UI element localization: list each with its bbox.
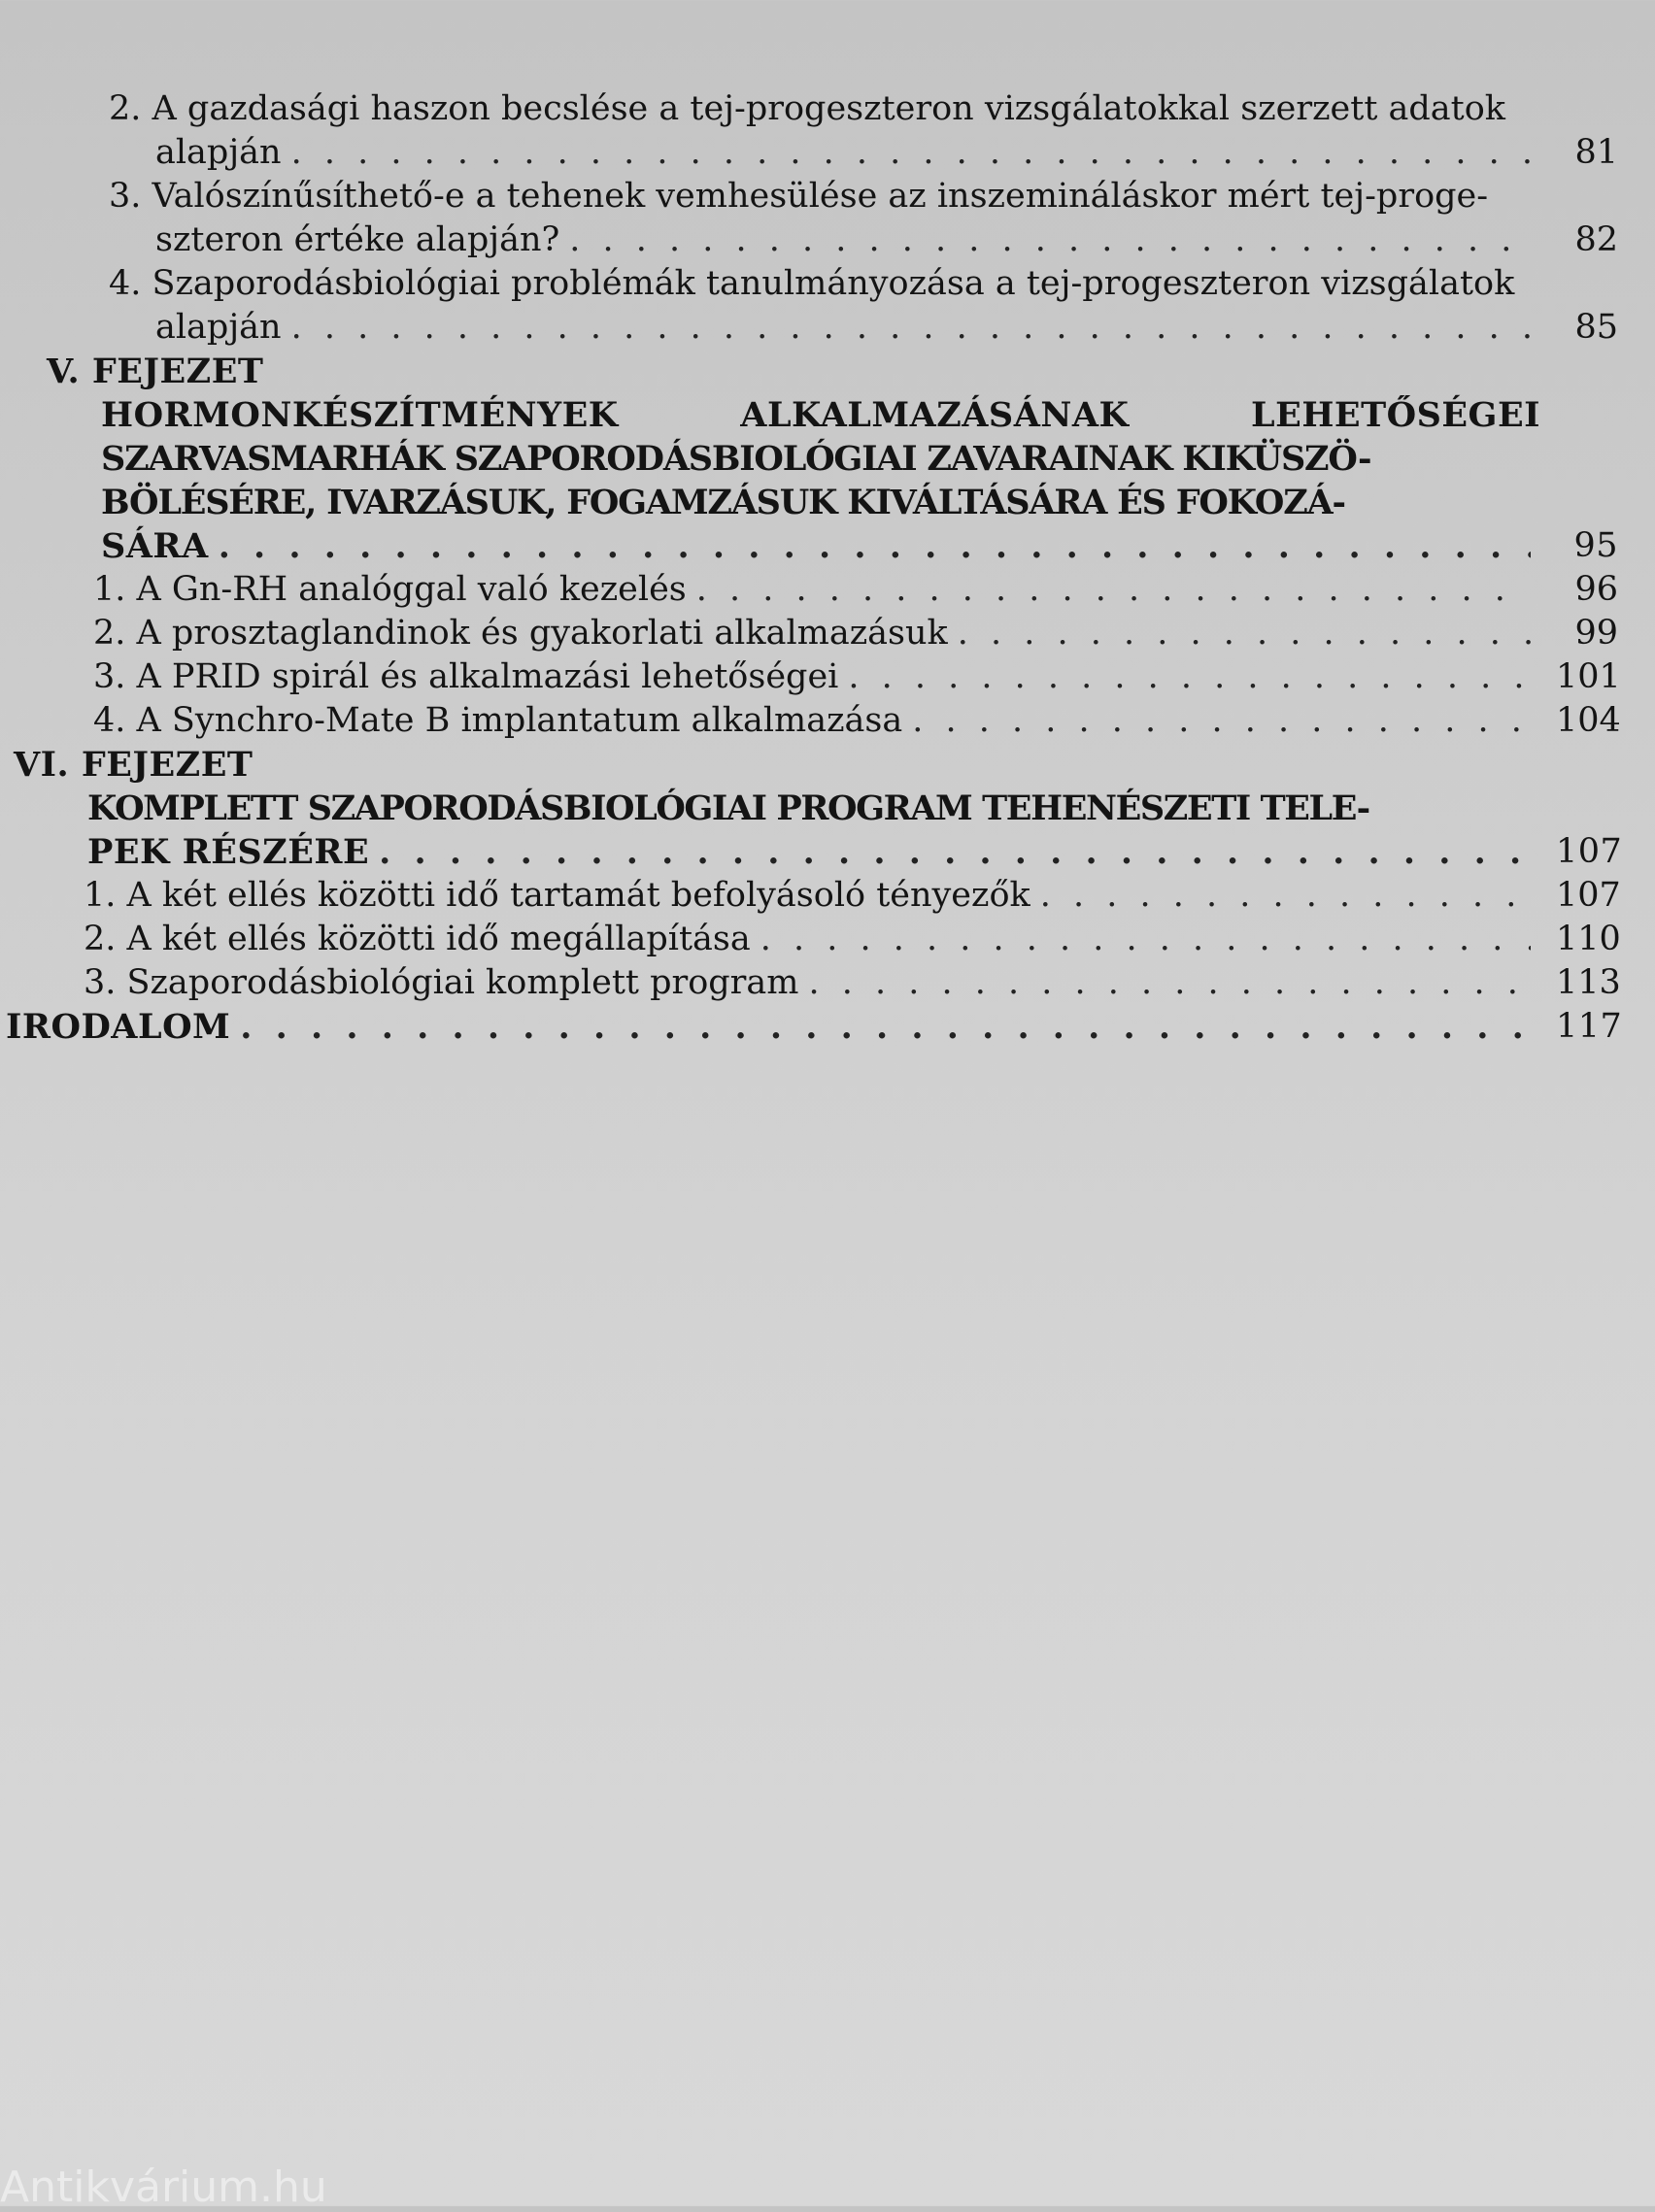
page-number: 110 (1556, 920, 1621, 958)
dot-leader (958, 612, 1531, 655)
title-word: ALKALMAZÁSÁNAK (740, 395, 1130, 435)
toc-entry-6-3 (0, 961, 1621, 1005)
page-number: 85 (1574, 308, 1618, 347)
toc-entry-text: 4. Szaporodásbiológiai problémák tanulmányozása a tej-progeszteron vizsgálatok (109, 264, 1515, 303)
toc-entry-5-1 (0, 568, 1618, 612)
toc-entry-4-2-line2 (0, 131, 1618, 175)
toc-entry-text: 2. A prosztaglandinok és gyakorlati alkalmazásuk (93, 614, 948, 653)
page-number: 95 (1573, 526, 1618, 565)
dot-leader (912, 699, 1531, 743)
toc-entry-4-3-line1 (0, 175, 1655, 218)
toc-entry-text: 1. A Gn-RH analóggal való kezelés (93, 570, 687, 609)
page-number: 101 (1556, 657, 1621, 696)
dot-leader (291, 131, 1531, 175)
chapter-6-label: VI. FEJEZET (14, 745, 253, 785)
dot-leader (219, 524, 1531, 568)
title-word: LEHETŐSÉGEI (1251, 395, 1540, 435)
toc-entry-4-4-line2 (0, 306, 1618, 350)
toc-entry-text: 2. A gazdasági haszon becslése a tej-progeszteron vizsgálatokkal szerzett adatok (109, 89, 1505, 128)
toc-entry-text: szteron értéke alapján? (155, 220, 560, 259)
toc-entry-4-4-line1 (0, 262, 1655, 306)
toc-entry-text: 3. Szaporodásbiológiai komplett program (84, 963, 799, 1002)
page-number: 81 (1574, 133, 1618, 172)
toc-entry-6-2 (0, 918, 1621, 961)
toc-entry-text: 4. A Synchro-Mate B implantatum alkalmazása (93, 701, 903, 740)
page-number: 107 (1556, 876, 1621, 915)
chapter-5-label: V. FEJEZET (47, 352, 264, 391)
page-number: 117 (1556, 1007, 1623, 1046)
chapter-6-title-line2: PEK RÉSZÉRE . . . 107 (0, 830, 1540, 874)
dot-leader (1040, 874, 1531, 918)
chapter-6-title-line1: KOMPLETT SZAPORODÁSBIOLÓGIAI PROGRAM TEHENÉSZETI TELE- (87, 788, 1369, 828)
page-number: 99 (1574, 614, 1618, 653)
toc-entry-text: 2. A két ellés közötti idő megállapítása (84, 920, 751, 958)
toc-entry-5-4 (0, 699, 1621, 743)
title-word: HORMONKÉSZÍTMÉNYEK (101, 395, 619, 435)
watermark-text: Antikvárium.hu (0, 2162, 327, 2212)
page-number: 82 (1574, 220, 1618, 259)
page-number: 104 (1556, 701, 1621, 740)
table-of-contents (0, 87, 1655, 1049)
dot-leader (808, 961, 1531, 1005)
dot-leader (696, 568, 1531, 612)
chapter-5-title-line4: SÁRA . . . 95 (0, 524, 1540, 568)
page-number: 113 (1556, 963, 1621, 1002)
dot-leader (848, 655, 1531, 699)
dot-leader (291, 306, 1531, 350)
toc-entry-irodalom (0, 1005, 1623, 1049)
toc-entry-text: 1. A két ellés közötti idő tartamát befolyásoló tényezők (84, 876, 1030, 915)
toc-entry-6-1 (0, 874, 1621, 918)
toc-entry-5-2 (0, 612, 1618, 655)
page-number: 96 (1574, 570, 1618, 609)
toc-entry-4-2-line1 (0, 87, 1655, 131)
chapter-5-title-line3: BÖLÉSÉRE, IVARZÁSUK, FOGAMZÁSUK KIVÁLTÁSÁRA ÉS FOKOZÁ- (101, 483, 1345, 522)
toc-entry-5-3 (0, 655, 1621, 699)
dot-leader (240, 1005, 1531, 1049)
chapter-5-title-line2: SZARVASMARHÁK SZAPORODÁSBIOLÓGIAI ZAVARAINAK KIKÜSZÖ- (101, 439, 1371, 479)
toc-entry-text: IRODALOM (6, 1007, 231, 1047)
toc-entry-text: alapján (155, 308, 282, 347)
toc-entry-text: alapján (155, 133, 282, 172)
dot-leader (569, 218, 1531, 262)
toc-entry-text: 3. A PRID spirál és alkalmazási lehetőségei (93, 657, 839, 696)
dot-leader (379, 830, 1531, 874)
toc-entry-4-3-line2 (0, 218, 1618, 262)
page-number: 107 (1556, 832, 1623, 871)
chapter-5-title-line1 (101, 393, 1540, 437)
toc-entry-text: 3. Valószínűsíthető-e a tehenek vemhesülése az inszemináláskor mért tej-proge- (109, 177, 1489, 216)
dot-leader (760, 918, 1531, 961)
